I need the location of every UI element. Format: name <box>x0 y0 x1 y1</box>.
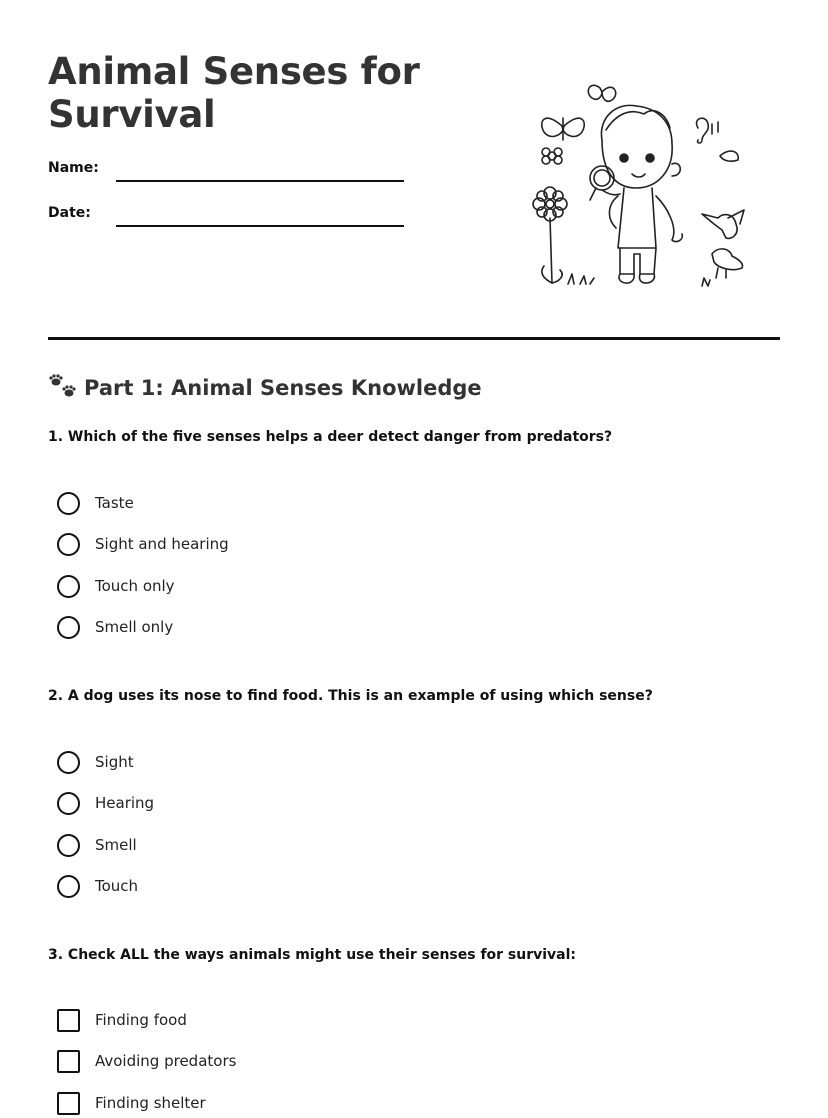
name-field[interactable] <box>116 180 404 182</box>
bird-icon <box>712 249 743 278</box>
radio-button[interactable] <box>57 492 80 515</box>
section-divider <box>48 337 780 340</box>
q2-option-smell[interactable]: Smell <box>57 832 137 858</box>
checkbox[interactable] <box>57 1009 80 1032</box>
paw-prints-icon <box>48 374 78 402</box>
q1-option-touch-only[interactable]: Touch only <box>57 573 175 599</box>
question-2: 2. A dog uses its nose to find food. This is an example of using which sense? <box>48 688 653 704</box>
q1-option-taste[interactable]: Taste <box>57 490 134 516</box>
child-with-magnifier-illustration <box>532 78 762 296</box>
question-1: 1. Which of the five senses helps a deer detect danger from predators? <box>48 429 613 445</box>
checkbox[interactable] <box>57 1050 80 1073</box>
date-label: Date: <box>48 205 91 221</box>
butterfly-small-icon <box>588 85 615 101</box>
radio-button[interactable] <box>57 875 80 898</box>
hummingbird-icon <box>702 210 744 238</box>
radio-button[interactable] <box>57 792 80 815</box>
section-heading <box>48 374 482 402</box>
small-flower-icon <box>542 148 562 164</box>
q2-option-touch[interactable]: Touch <box>57 873 138 899</box>
q2-option-sight[interactable]: Sight <box>57 749 134 775</box>
q3-option-avoiding-predators[interactable]: Avoiding predators <box>57 1048 236 1074</box>
date-field[interactable] <box>116 225 404 227</box>
question-3: 3. Check ALL the ways animals might use their senses for survival: <box>48 947 577 963</box>
flower-icon <box>533 187 567 283</box>
q2-option-hearing[interactable]: Hearing <box>57 790 154 816</box>
q3-option-finding-food[interactable]: Finding food <box>57 1007 187 1033</box>
section-title: Part 1: Animal Senses Knowledge <box>84 376 482 400</box>
worksheet-title: Animal Senses for Survival <box>48 50 420 136</box>
butterfly-icon <box>542 118 585 140</box>
checkbox[interactable] <box>57 1092 80 1115</box>
radio-button[interactable] <box>57 616 80 639</box>
q1-option-smell-only[interactable]: Smell only <box>57 614 173 640</box>
ear-icon <box>697 118 718 143</box>
q1-option-sight-hearing[interactable]: Sight and hearing <box>57 531 229 557</box>
name-label: Name: <box>48 160 99 176</box>
q3-option-finding-shelter[interactable]: Finding shelter <box>57 1090 206 1116</box>
magnifying-glass-icon <box>590 166 620 200</box>
radio-button[interactable] <box>57 533 80 556</box>
radio-button[interactable] <box>57 751 80 774</box>
tongue-icon <box>720 151 738 161</box>
radio-button[interactable] <box>57 834 80 857</box>
radio-button[interactable] <box>57 575 80 598</box>
